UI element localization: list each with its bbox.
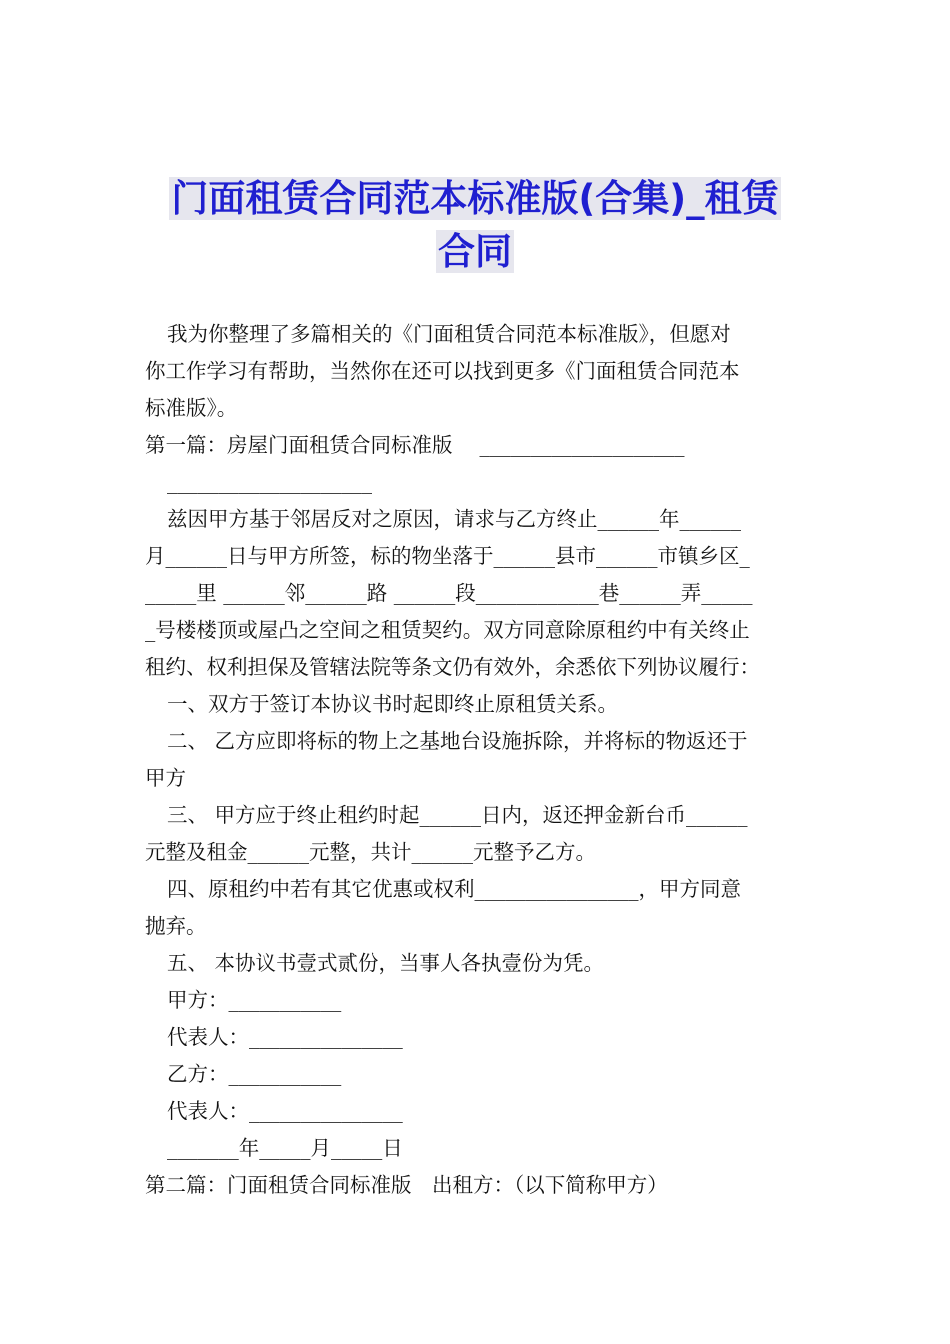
party-a-representative: 代表人：_______________ [167, 1025, 403, 1049]
paragraph-line: 你工作学习有帮助，当然你在还可以找到更多《门面租赁合同范本 [145, 359, 740, 383]
paragraph-line: 月______日与甲方所签，标的物坐落于______县市______市镇乡区_ [145, 544, 750, 568]
paragraph-line: 租约、权利担保及管辖法院等条文仍有效外，余悉依下列协议履行： [145, 655, 760, 679]
paragraph-line: 元整及租金______元整，共计______元整予乙方。 [145, 840, 596, 864]
section-heading-1: 第一篇：房屋门面租赁合同标准版 ____________________ [145, 433, 685, 457]
paragraph-line: ____________________ [167, 470, 372, 494]
paragraph-line: _号楼楼顶或屋凸之空间之租赁契约。双方同意除原租约中有关终止 [145, 618, 750, 642]
party-a-signature: 甲方：___________ [167, 988, 342, 1012]
paragraph-line: 标准版》。 [145, 396, 238, 420]
title-line-2: 合同 [438, 230, 512, 273]
title-line-1: 门面租赁合同范本标准版(合集)_租赁 [171, 177, 779, 220]
paragraph-line: 抛弃。 [145, 914, 207, 938]
paragraph-line: _____里 ______邻______路 ______段____________巷______弄_____ [145, 581, 753, 605]
clause-4: 四、原租约中若有其它优惠或权利________________，甲方同意 [167, 877, 741, 901]
clause-5: 五、 本协议书壹式贰份，当事人各执壹份为凭。 [167, 951, 605, 975]
paragraph-line: 兹因甲方基于邻居反对之原因，请求与乙方终止______年______ [167, 507, 741, 531]
document-title [140, 172, 810, 278]
clause-2: 二、 乙方应即将标的物上之基地台设施拆除，并将标的物返还于 [167, 729, 748, 753]
paragraph-line: 我为你整理了多篇相关的《门面租赁合同范本标准版》，但愿对 [167, 322, 731, 346]
clause-1: 一、双方于签订本协议书时起即终止原租赁关系。 [167, 692, 618, 716]
party-b-signature: 乙方：___________ [167, 1062, 342, 1086]
paragraph-line: 甲方 [145, 766, 186, 790]
signing-date: _______年_____月_____日 [167, 1136, 403, 1160]
clause-3: 三、 甲方应于终止租约时起______日内，返还押金新台币______ [167, 803, 748, 827]
section-heading-2: 第二篇：门面租赁合同标准版 出租方：（以下简称甲方） [145, 1173, 668, 1197]
party-b-representative: 代表人：_______________ [167, 1099, 403, 1123]
